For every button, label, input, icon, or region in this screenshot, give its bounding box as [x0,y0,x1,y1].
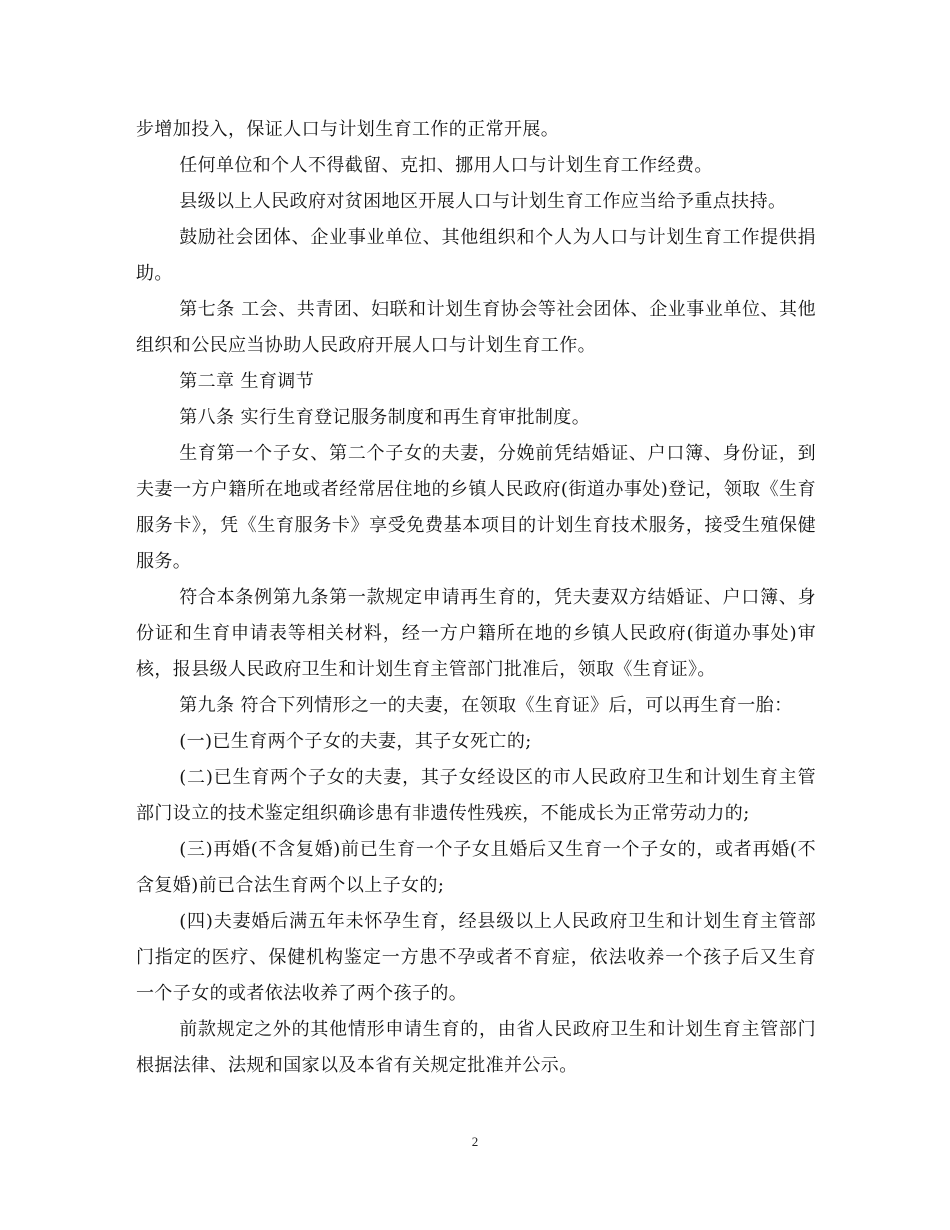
paragraph-poverty-support: 县级以上人民政府对贫困地区开展人口与计划生育工作应当给予重点扶持。 [179,191,787,212]
paragraph-continued: 步增加投入，保证人口与计划生育工作的正常开展。 [136,119,560,140]
article-8: 第八条 实行生育登记服务制度和再生育审批制度。 [179,407,591,428]
document-body [136,112,816,1084]
clause-1: (一)已生育两个子女的夫妻，其子女死亡的; [179,731,532,752]
paragraph-donation: 鼓励社会团体、企业事业单位、其他组织和个人为人口与计划生育工作提供捐助。 [136,227,816,284]
paragraph-other-cases: 前款规定之外的其他情形申请生育的，由省人民政府卫生和计划生育主管部门根据法律、法规和国家以及本省有关规定批准并公示。 [136,1019,816,1076]
article-7: 第七条 工会、共青团、妇联和计划生育协会等社会团体、企业事业单位、其他组织和公民应当协助人民政府开展人口与计划生育工作。 [136,299,816,356]
page-number: 2 [471,1134,479,1149]
paragraph-funding-prohibition: 任何单位和个人不得截留、克扣、挪用人口与计划生育工作经费。 [179,155,713,176]
clause-4: (四)夫妻婚后满五年未怀孕生育，经县级以上人民政府卫生和计划生育主管部门指定的医疗、保健机构鉴定一方患不孕或者不育症，依法收养一个孩子后又生育一个子女的或者依法收养了两个孩子的。 [136,911,816,1004]
clause-3: (三)再婚(不含复婚)前已生育一个子女且婚后又生育一个子女的，或者再婚(不含复婚)前已合法生育两个以上子女的; [136,839,816,896]
chapter-heading: 第二章 生育调节 [179,371,315,392]
article-9: 第九条 符合下列情形之一的夫妻，在领取《生育证》后，可以再生育一胎： [179,695,793,716]
paragraph-birth-registration: 生育第一个子女、第二个子女的夫妻，分娩前凭结婚证、户口簿、身份证，到夫妻一方户籍所在地或者经常居住地的乡镇人民政府(街道办事处)登记，领取《生育服务卡》，凭《生育服务卡》享受免费基本项目的计划生育技术服务，接受生殖保健服务。 [136,443,816,572]
paragraph-rebirth-application: 符合本条例第九条第一款规定申请再生育的，凭夫妻双方结婚证、户口簿、身份证和生育申请表等相关材料，经一方户籍所在地的乡镇人民政府(街道办事处)审核，报县级人民政府卫生和计划生育主管部门批准后，领取《生育证》。 [136,587,816,680]
clause-2: (二)已生育两个子女的夫妻，其子女经设区的市人民政府卫生和计划生育主管部门设立的技术鉴定组织确诊患有非遗传性残疾，不能成长为正常劳动力的; [136,767,816,824]
